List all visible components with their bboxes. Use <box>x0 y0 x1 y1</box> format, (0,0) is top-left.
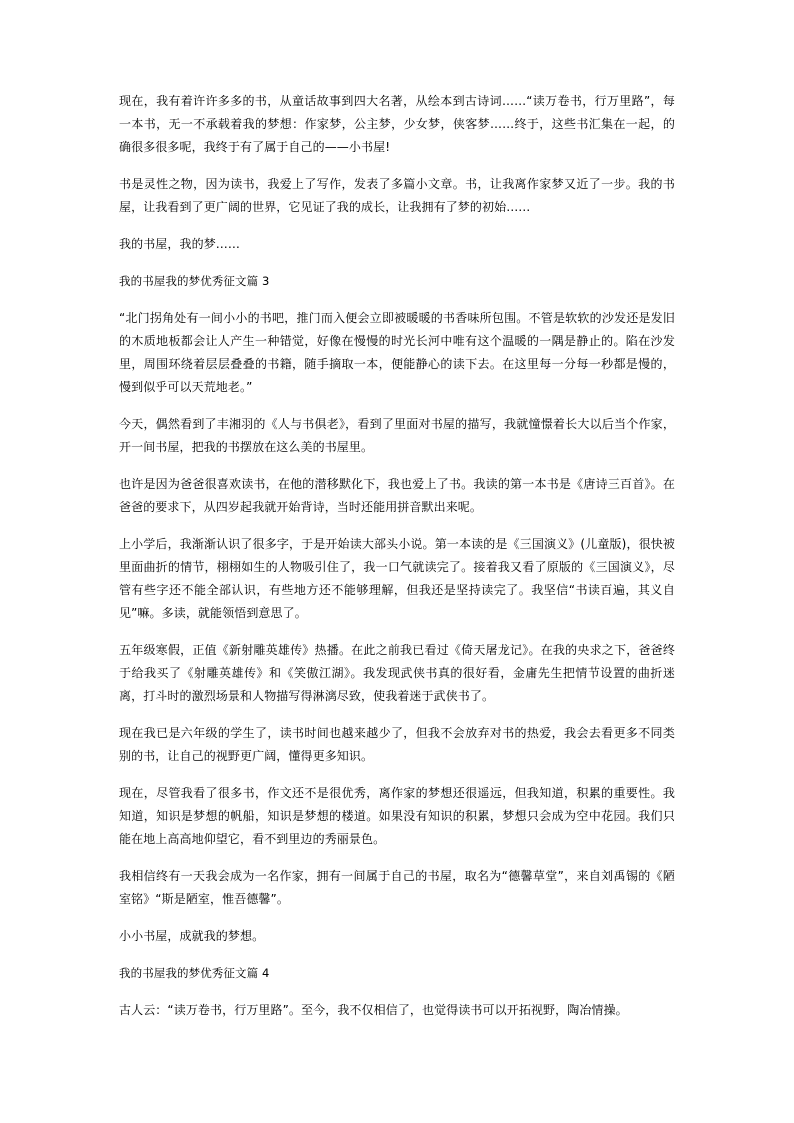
paragraph-2: 书是灵性之物，因为读书，我爱上了写作，发表了多篇小文章。书，让我离作家梦又近了一步。我的书屋，让我看到了更广阔的世界，它见证了我的成长，让我拥有了梦的初始…… <box>119 177 675 214</box>
paragraph-9: 五年级寒假，正值《新射雕英雄传》热播。在此之前我已看过《倚天屠龙记》。在我的央求之下，爸爸终于给我买了《射雕英雄传》和《笑傲江湖》。我发现武侠书真的很好看，金庸先生把情节设置的曲折迷离，打斗时的激烈场景和人物描写得淋漓尽致，使我着迷于武侠书了。 <box>119 643 675 703</box>
paragraph-5: “北门拐角处有一间小小的书吧，推门而入便会立即被暖暖的书香味所包围。不管是软软的沙发还是发旧的木质地板都会让人产生一种错觉，好像在慢慢的时光长河中唯有这个温暖的一隅是静止的。陷在沙发里，周围环绕着层层叠叠的书籍，随手摘取一本，便能静心的读下去。在这里每一分每一秒都是慢的，慢到似乎可以天荒地老。” <box>119 311 675 394</box>
document-page <box>119 90 675 1036</box>
paragraph-15: 古人云：“读万卷书，行万里路”。至今，我不仅相信了，也觉得读书可以开拓视野，陶冶情操。 <box>119 1003 628 1017</box>
paragraph-7: 也许是因为爸爸很喜欢读书，在他的潜移默化下，我也爱上了书。我读的第一本书是《唐诗三百首》。在爸爸的要求下，从四岁起我就开始背诗，当时还能用拼音默出来呢。 <box>119 477 675 514</box>
paragraph-8: 上小学后，我渐渐认识了很多字，于是开始读大部头小说。第一本读的是《三国演义》(儿童版)，很快被里面曲折的情节，栩栩如生的人物吸引住了，我一口气就读完了。接着我又看了原版的《三国演义》，尽管有些字还不能全部认识，有些地方还不能够理解，但我还是坚持读完了。我坚信“书读百遍，其义自见”嘛。多读，就能领悟到意思了。 <box>119 537 675 620</box>
paragraph-1: 现在，我有着许许多多的书，从童话故事到四大名著，从绘本到古诗词……“读万卷书，行万里路”，每一本书，无一不承载着我的梦想：作家梦，公主梦，少女梦，侠客梦……终于，这些书汇集在一起，的确很多很多呢，我终于有了属于自己的——小书屋! <box>119 94 675 154</box>
paragraph-3: 我的书屋，我的梦…… <box>119 237 241 251</box>
paragraph-12: 我相信终有一天我会成为一名作家，拥有一间属于自己的书屋，取名为“德馨草堂”，来自刘禹锡的《陋室铭》“斯是陋室，惟吾德馨”。 <box>119 869 675 906</box>
paragraph-6: 今天，偶然看到了丰湘羽的《人与书俱老》，看到了里面对书屋的描写，我就憧憬着长大以后当个作家，开一间书屋，把我的书摆放在这么美的书屋里。 <box>119 417 675 454</box>
section-heading-4: 我的书屋我的梦优秀征文篇 4 <box>119 966 270 980</box>
paragraph-13: 小小书屋，成就我的梦想。 <box>119 929 265 943</box>
paragraph-10: 现在我已是六年级的学生了，读书时间也越来越少了，但我不会放弃对书的热爱，我会去看更多不同类别的书，让自己的视野更广阔，懂得更多知识。 <box>119 726 675 763</box>
paragraph-11: 现在，尽管我看了很多书，作文还不是很优秀，离作家的梦想还很遥远，但我知道，积累的重要性。我知道，知识是梦想的帆船，知识是梦想的楼道。如果没有知识的积累，梦想只会成为空中花园。我们只能在地上高高地仰望它，看不到里边的秀丽景色。 <box>119 786 675 846</box>
section-heading-3: 我的书屋我的梦优秀征文篇 3 <box>119 274 270 288</box>
